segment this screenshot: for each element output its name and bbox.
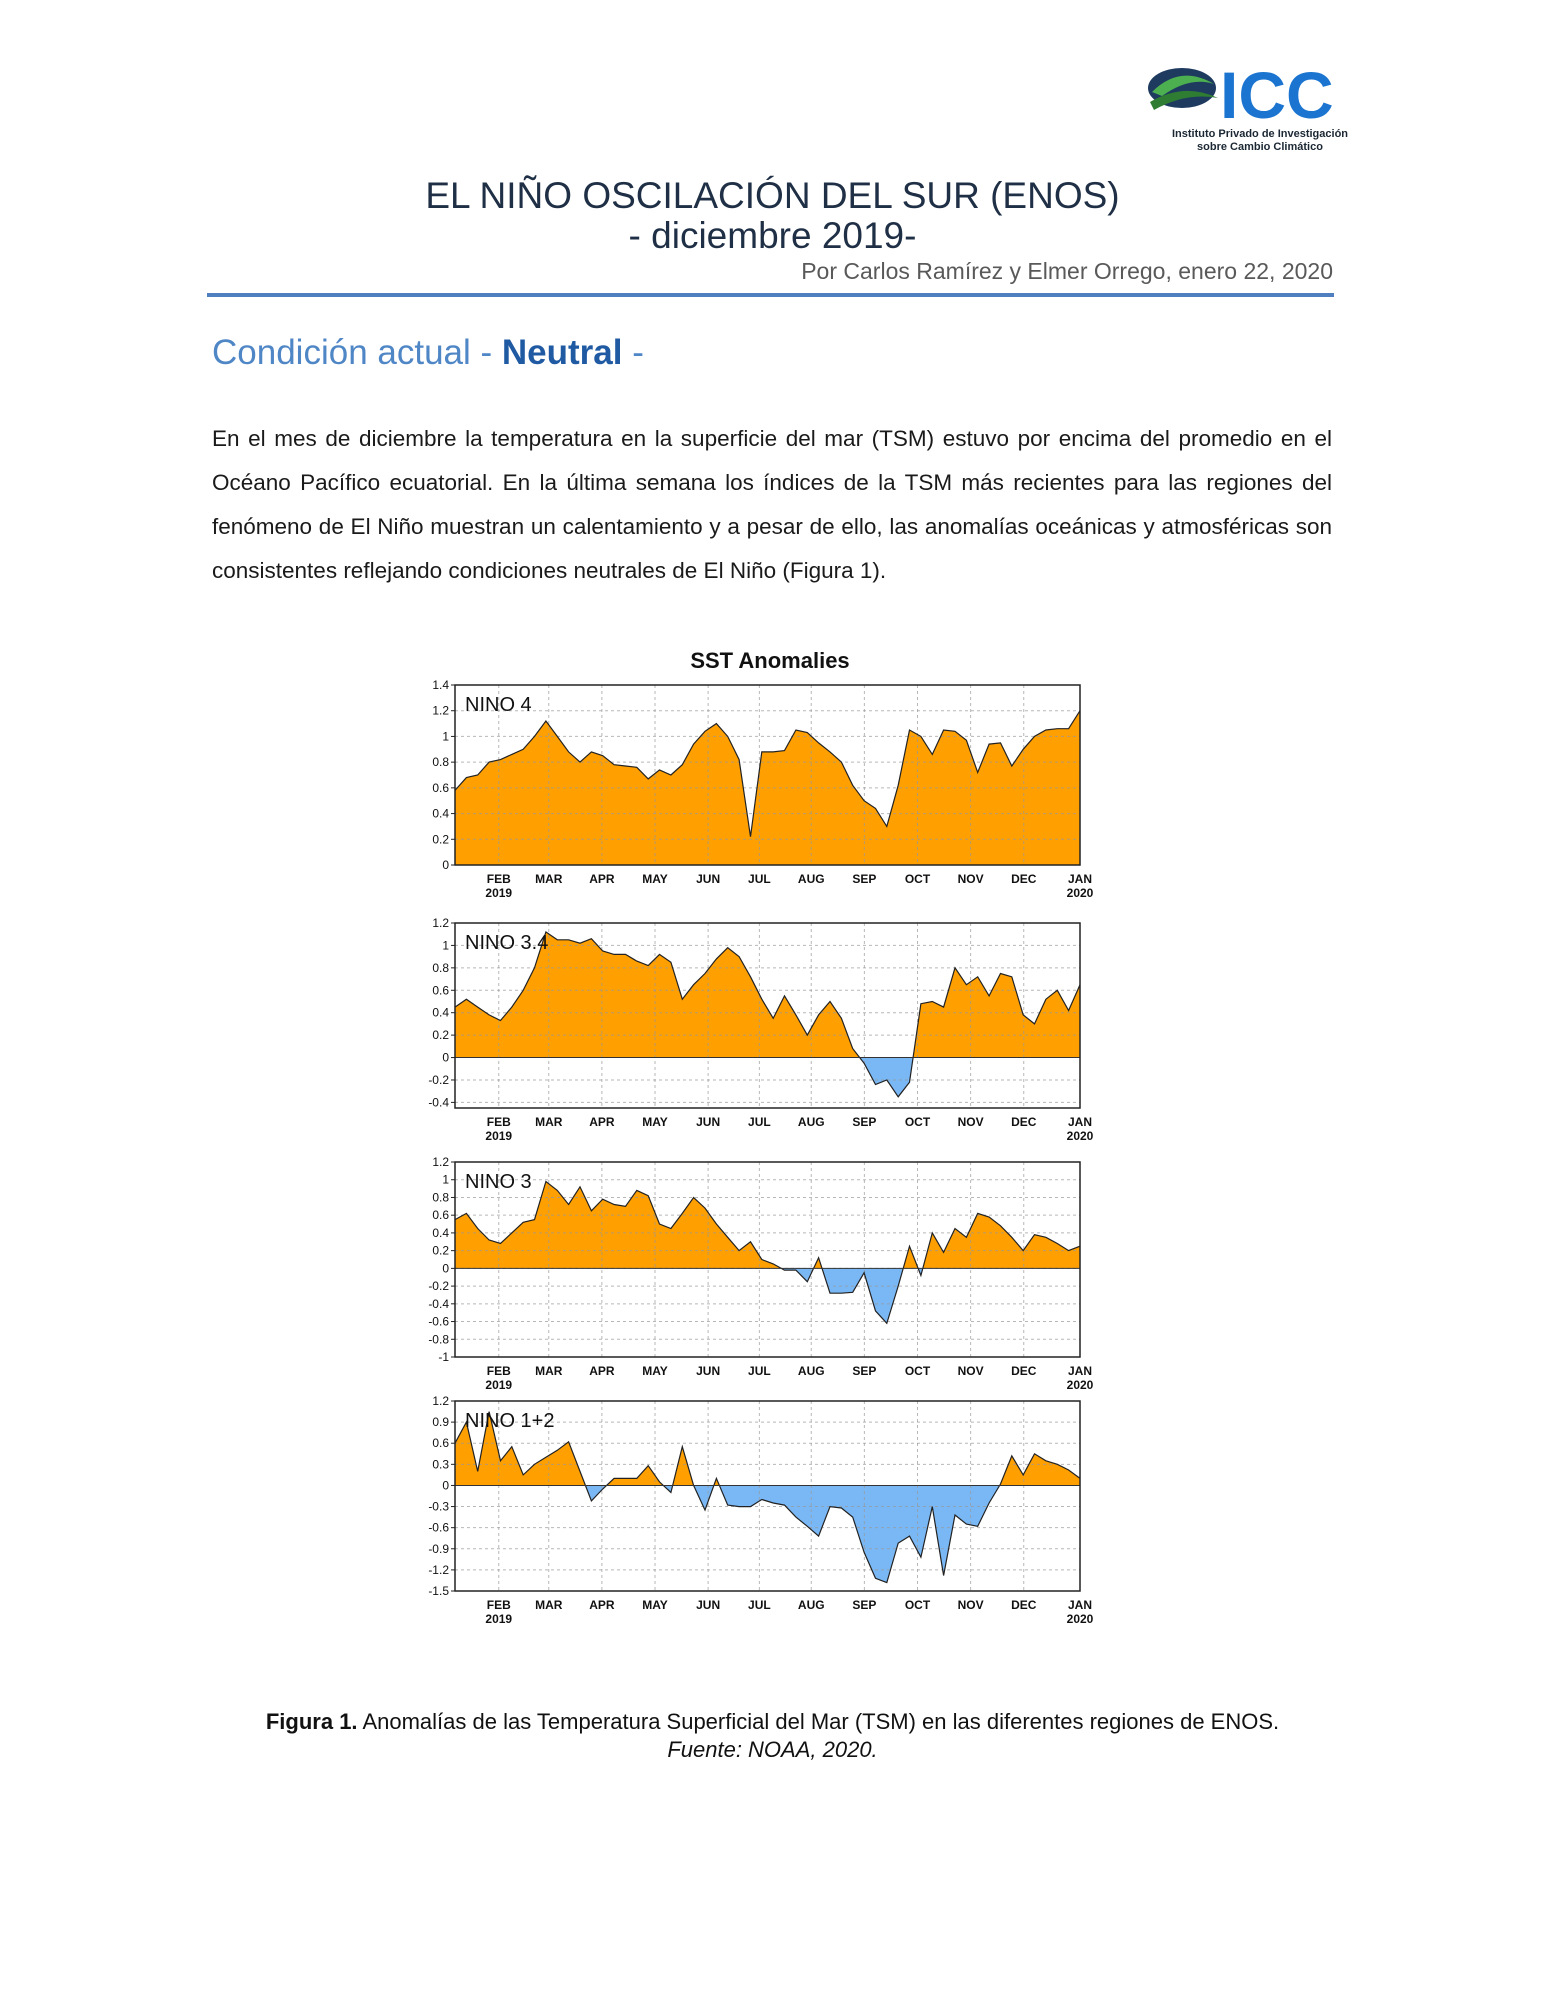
nino-panel-1-month-label: JUL bbox=[748, 1115, 771, 1129]
nino-panel-1-month-label: AUG bbox=[797, 1115, 825, 1129]
figure-caption-text: Anomalías de las Temperatura Superficial del Mar (TSM) en las diferentes regiones de ENOS. bbox=[357, 1709, 1280, 1734]
sst-anomalies-chart bbox=[400, 640, 1120, 1650]
nino-panel-2-year-label: 2020 bbox=[1066, 1378, 1094, 1392]
nino-panel-3-month-label: DEC bbox=[1011, 1598, 1037, 1612]
nino-panel-2-ytick-label: 0 bbox=[442, 1261, 449, 1276]
nino-panel-0-ytick-label: 0.4 bbox=[432, 806, 449, 821]
nino-panel-1-ytick-label: 0.2 bbox=[432, 1028, 449, 1043]
nino-panel-2-month-label: DEC bbox=[1011, 1364, 1037, 1378]
nino-panel-3-month-label: JAN bbox=[1067, 1598, 1093, 1612]
nino-panel-0-ytick-label: 0 bbox=[442, 858, 449, 872]
nino-panel-2-ytick-label: 0.8 bbox=[432, 1190, 449, 1205]
logo-wordmark: ICC bbox=[1220, 58, 1334, 132]
nino-panel-2-month-label: JUN bbox=[696, 1364, 721, 1378]
nino-panel-3-ytick-label: 0.3 bbox=[432, 1457, 449, 1472]
document-subtitle: - diciembre 2019- bbox=[628, 215, 917, 256]
header-divider bbox=[207, 293, 1334, 297]
nino-panel-3-month-label: JUN bbox=[696, 1598, 721, 1612]
nino-panel-1-month-label: OCT bbox=[904, 1115, 931, 1129]
nino-panel-3-month-label: OCT bbox=[904, 1598, 931, 1612]
nino-panel-1-ytick-label: 1 bbox=[442, 938, 449, 953]
nino-panel-3-ytick-label: -1.5 bbox=[428, 1584, 449, 1598]
nino-panel-1-month-label: JAN bbox=[1067, 1115, 1093, 1129]
nino-panel-0-month-label: JAN bbox=[1067, 872, 1093, 886]
nino-panel-3-month-label: AUG bbox=[797, 1598, 825, 1612]
nino-panel-0-ytick-label: 0.2 bbox=[432, 832, 449, 847]
nino-panel-0-month-label: OCT bbox=[904, 872, 931, 886]
figure-caption-label: Figura 1. bbox=[265, 1709, 358, 1734]
sst-anomalies-figure bbox=[400, 640, 1120, 1650]
nino-panel-1-ytick-label: 0.6 bbox=[432, 983, 449, 998]
nino-panel-0-month-label: MAY bbox=[642, 872, 668, 886]
nino-panel-2-ytick-label: -0.8 bbox=[428, 1332, 449, 1347]
nino-panel-1-month-label: APR bbox=[589, 1115, 615, 1129]
nino-panel-2-label: NINO 3 bbox=[465, 1171, 532, 1193]
nino-panel-1-month-label: JUN bbox=[696, 1115, 721, 1129]
nino-panel-3-ytick-label: -0.6 bbox=[428, 1520, 449, 1535]
nino-panel-3-month-label: MAY bbox=[642, 1598, 668, 1612]
nino-panel-2-month-label: AUG bbox=[797, 1364, 825, 1378]
nino-panel-3-month-label: NOV bbox=[957, 1598, 984, 1612]
nino-panel-0-month-label: MAR bbox=[535, 872, 563, 886]
nino-panel-2-month-label: MAY bbox=[642, 1364, 668, 1378]
nino-panel-0-ytick-label: 1.4 bbox=[432, 678, 449, 692]
nino-panel-3-month-label: FEB bbox=[486, 1598, 511, 1612]
nino-panel-0-month-label: FEB bbox=[486, 872, 511, 886]
nino-panel-0-month-label: AUG bbox=[797, 872, 825, 886]
nino-panel-2-ytick-label: -0.4 bbox=[428, 1296, 449, 1311]
nino-panel-1-ytick-label: 0.8 bbox=[432, 960, 449, 975]
nino-panel-3-month-label: MAR bbox=[535, 1598, 563, 1612]
nino-panel-2-month-label: NOV bbox=[957, 1364, 984, 1378]
nino-panel-1-label: NINO 3.4 bbox=[465, 932, 549, 954]
nino-panel-1-month-label: MAY bbox=[642, 1115, 668, 1129]
figure-caption bbox=[200, 1708, 1345, 1764]
nino-panel-2-month-label: FEB bbox=[486, 1364, 511, 1378]
nino-panel-0-ytick-label: 1.2 bbox=[432, 703, 449, 718]
nino-panel-2-ytick-label: 0.6 bbox=[432, 1208, 449, 1223]
section-heading-suffix: - bbox=[622, 333, 644, 372]
nino-panel-3-ytick-label: 0 bbox=[442, 1478, 449, 1493]
nino-panel-1-year-label: 2020 bbox=[1066, 1129, 1094, 1143]
figure-source: Fuente: NOAA, 2020. bbox=[667, 1737, 878, 1762]
nino-panel-2-year-label: 2019 bbox=[485, 1378, 513, 1392]
logo-tagline-line1: Instituto Privado de Investigación bbox=[1171, 128, 1349, 140]
nino-panel-0-month-label: JUN bbox=[696, 872, 721, 886]
nino-panel-3-ytick-label: -1.2 bbox=[428, 1562, 449, 1577]
nino-panel-1-ytick-label: -0.2 bbox=[428, 1072, 449, 1087]
nino-panel-2-ytick-label: 1.2 bbox=[432, 1155, 449, 1169]
nino-panel-2-month-label: APR bbox=[589, 1364, 615, 1378]
nino-panel-0-ytick-label: 0.6 bbox=[432, 780, 449, 795]
nino-panel-1-ytick-label: 0.4 bbox=[432, 1005, 449, 1020]
nino-panel-3-ytick-label: 0.6 bbox=[432, 1436, 449, 1451]
nino-panel-1-month-label: FEB bbox=[486, 1115, 511, 1129]
nino-panel-2-month-label: OCT bbox=[904, 1364, 931, 1378]
nino-panel-3-ytick-label: 0.9 bbox=[432, 1415, 449, 1430]
document-title: EL NIÑO OSCILACIÓN DEL SUR (ENOS) bbox=[425, 175, 1120, 216]
nino-panel-1-year-label: 2019 bbox=[485, 1129, 513, 1143]
nino-panel-3-ytick-label: 1.2 bbox=[432, 1394, 449, 1408]
nino-panel-0-year-label: 2020 bbox=[1066, 886, 1094, 900]
logo-tagline-line2: sobre Cambio Climático bbox=[1197, 141, 1323, 153]
nino-panel-3-ytick-label: -0.9 bbox=[428, 1541, 449, 1556]
nino-panel-0-month-label: SEP bbox=[852, 872, 877, 886]
nino-panel-2-ytick-label: 0.2 bbox=[432, 1243, 449, 1258]
nino-panel-0-month-label: APR bbox=[589, 872, 615, 886]
nino-panel-2-month-label: MAR bbox=[535, 1364, 563, 1378]
nino-panel-2-month-label: JAN bbox=[1067, 1364, 1093, 1378]
section-heading-prefix: Condición actual - bbox=[212, 333, 502, 372]
nino-panel-0-month-label: JUL bbox=[748, 872, 771, 886]
body-paragraph: En el mes de diciembre la temperatura en la superficie del mar (TSM) estuvo por encima del promedio en el Océano Pacífico ecuatorial. En la última semana los índices de la TSM más recientes para las regiones del fenómeno de El Niño muestran un calentamiento y a pesar de ello, las anomalías oceánicas y atmosféricas son consistentes reflejando condiciones neutrales de El Niño (Figura 1). bbox=[212, 426, 1332, 583]
nino-panel-3-label: NINO 1+2 bbox=[465, 1410, 555, 1432]
nino-panel-2-ytick-label: -0.2 bbox=[428, 1279, 449, 1294]
nino-panel-3-month-label: JUL bbox=[748, 1598, 771, 1612]
nino-panel-1-ytick-label: 1.2 bbox=[432, 916, 449, 930]
nino-panel-3-month-label: APR bbox=[589, 1598, 615, 1612]
nino-panel-0-month-label: DEC bbox=[1011, 872, 1037, 886]
nino-panel-3-month-label: SEP bbox=[852, 1598, 877, 1612]
nino-panel-0-month-label: NOV bbox=[957, 872, 984, 886]
nino-panel-2-ytick-label: -0.6 bbox=[428, 1314, 449, 1329]
nino-panel-1-ytick-label: 0 bbox=[442, 1050, 449, 1065]
chart-title: SST Anomalies bbox=[690, 648, 850, 673]
nino-panel-3-year-label: 2019 bbox=[485, 1612, 513, 1626]
nino-panel-1-ytick-label: -0.4 bbox=[428, 1095, 449, 1110]
nino-panel-2-ytick-label: 0.4 bbox=[432, 1225, 449, 1240]
nino-panel-0-ytick-label: 0.8 bbox=[432, 755, 449, 770]
nino-panel-2-month-label: SEP bbox=[852, 1364, 877, 1378]
nino-panel-3-year-label: 2020 bbox=[1066, 1612, 1094, 1626]
byline: Por Carlos Ramírez y Elmer Orrego, enero 22, 2020 bbox=[801, 258, 1333, 284]
nino-panel-1-month-label: MAR bbox=[535, 1115, 563, 1129]
section-heading bbox=[212, 333, 644, 373]
nino-panel-0-year-label: 2019 bbox=[485, 886, 513, 900]
nino-panel-2-ytick-label: -1 bbox=[438, 1350, 449, 1364]
nino-panel-2-month-label: JUL bbox=[748, 1364, 771, 1378]
nino-panel-3-ytick-label: -0.3 bbox=[428, 1499, 449, 1514]
logo-tagline bbox=[1140, 128, 1380, 154]
nino-panel-1-month-label: DEC bbox=[1011, 1115, 1037, 1129]
nino-panel-1-month-label: NOV bbox=[957, 1115, 984, 1129]
nino-panel-2-ytick-label: 1 bbox=[442, 1172, 449, 1187]
nino-panel-1-month-label: SEP bbox=[852, 1115, 877, 1129]
nino-panel-0-ytick-label: 1 bbox=[442, 729, 449, 744]
nino-panel-0-label: NINO 4 bbox=[465, 694, 532, 716]
section-heading-status: Neutral bbox=[501, 333, 623, 372]
